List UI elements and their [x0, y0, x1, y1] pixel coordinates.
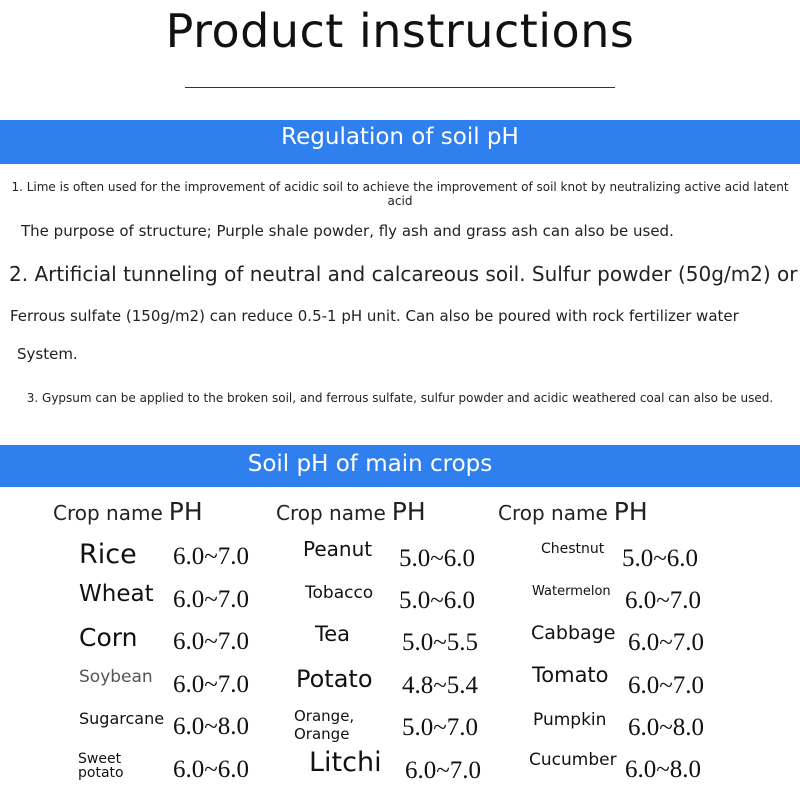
crop-name: Corn: [79, 623, 138, 652]
section-heading: Regulation of soil pH: [281, 124, 519, 150]
crop-name: Wheat: [79, 581, 154, 607]
section-header-soil-ph-regulation: [0, 120, 800, 164]
crop-ph-range: 4.8~5.4: [402, 672, 479, 699]
table-header-col-1: [53, 497, 203, 526]
crop-name: Tea: [315, 622, 351, 646]
crop-name: Sugarcane: [79, 709, 165, 728]
instruction-line-2: The purpose of structure; Purple shale powder, fly ash and grass ash can also be used.: [21, 222, 674, 240]
instruction-line-5: System.: [17, 345, 78, 363]
instruction-line-6: 3. Gypsum can be applied to the broken soil, and ferrous sulfate, sulfur powder and acidic weathered coal can also be used.: [26, 391, 774, 405]
crop-name: Tobacco: [305, 583, 374, 603]
header-crop-name: Crop name: [53, 501, 163, 525]
crop-ph-range: 6.0~7.0: [628, 629, 705, 656]
crop-name: Cucumber: [529, 750, 617, 770]
crop-name: Tomato: [532, 663, 609, 687]
crop-name: Rice: [79, 539, 137, 570]
crop-ph-range: 6.0~7.0: [405, 757, 482, 784]
title-divider: [185, 87, 615, 88]
instruction-line-4: Ferrous sulfate (150g/m2) can reduce 0.5-1 pH unit. Can also be poured with rock fertilizer water: [10, 307, 739, 325]
crop-name: Potato: [296, 665, 373, 693]
crop-name: Chestnut: [541, 541, 605, 557]
crop-name: Peanut: [303, 537, 373, 561]
header-crop-name: Crop name: [498, 501, 608, 525]
crop-name: Sweet potato: [78, 751, 124, 781]
instruction-line-3: 2. Artificial tunneling of neutral and calcareous soil. Sulfur powder (50g/m2) or: [9, 262, 798, 286]
crop-name: Litchi: [309, 747, 382, 778]
crop-ph-range: 6.0~8.0: [628, 714, 705, 741]
crop-ph-range: 5.0~7.0: [402, 714, 479, 741]
crop-ph-range: 6.0~7.0: [173, 671, 250, 698]
crop-ph-range: 5.0~6.0: [399, 545, 476, 572]
crop-name: Watermelon: [532, 584, 611, 599]
table-header-col-3: [498, 497, 648, 526]
header-ph: PH: [613, 497, 648, 526]
crop-name: Pumpkin: [533, 710, 607, 730]
crop-name: Soybean: [79, 667, 153, 687]
section-heading: Soil pH of main crops: [247, 451, 493, 477]
page-title: Product instructions: [165, 4, 635, 58]
crop-ph-range: 6.0~6.0: [173, 756, 250, 783]
crop-ph-range: 6.0~7.0: [173, 543, 250, 570]
crop-ph-range: 6.0~8.0: [625, 756, 702, 783]
section-header-crop-ph: [0, 445, 800, 487]
crop-ph-range: 6.0~7.0: [625, 587, 702, 614]
header-crop-name: Crop name: [276, 501, 386, 525]
crop-ph-range: 6.0~7.0: [173, 628, 250, 655]
crop-name: Orange, Orange: [294, 707, 355, 743]
crop-ph-range: 6.0~7.0: [628, 672, 705, 699]
crop-ph-range: 6.0~7.0: [173, 586, 250, 613]
crop-ph-range: 5.0~5.5: [402, 629, 479, 656]
table-header-col-2: [276, 497, 426, 526]
crop-name: Cabbage: [531, 622, 616, 644]
header-ph: PH: [168, 497, 203, 526]
crop-ph-range: 5.0~6.0: [622, 545, 699, 572]
header-ph: PH: [391, 497, 426, 526]
instruction-line-1: 1. Lime is often used for the improvement of acidic soil to achieve the improvement of soil knot by neutralizing active acid latent acid: [11, 180, 789, 208]
crop-ph-range: 6.0~8.0: [173, 713, 250, 740]
crop-ph-range: 5.0~6.0: [399, 587, 476, 614]
